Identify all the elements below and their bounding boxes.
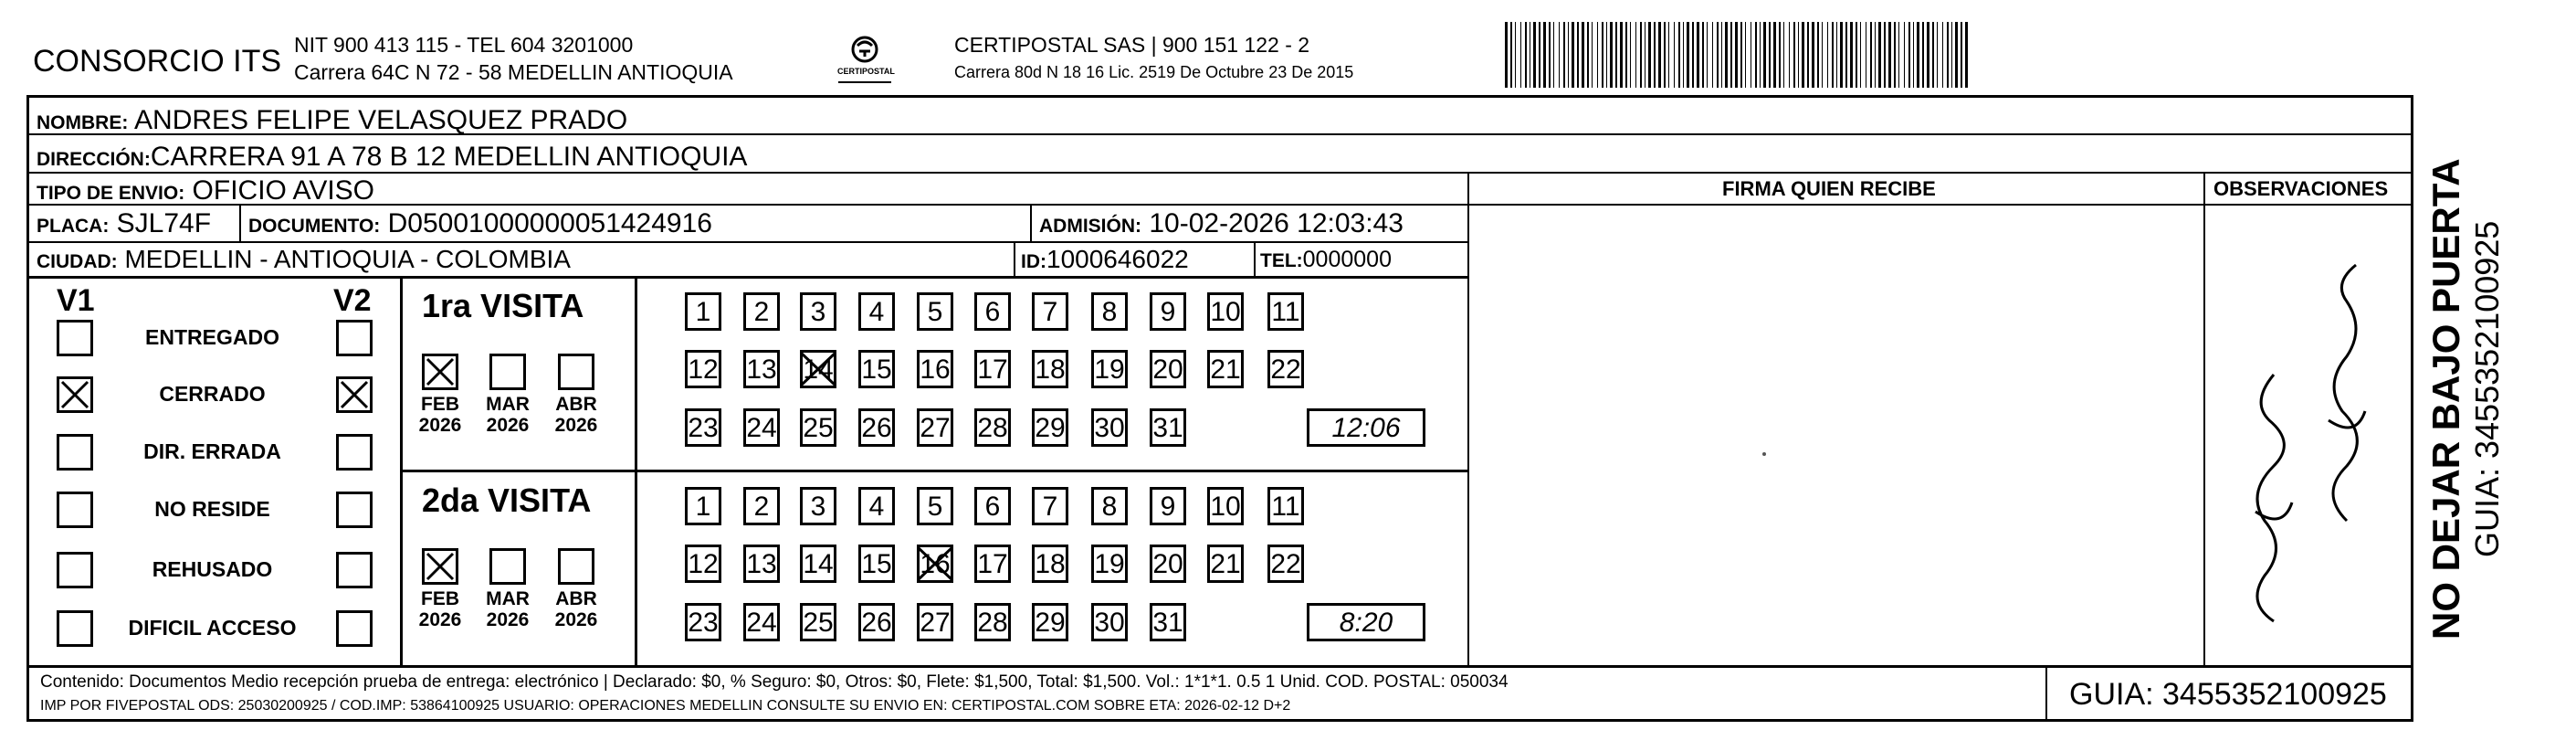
direccion-row: DIRECCIÓN:CARRERA 91 A 78 B 12 MEDELLIN ANTIOQUIA xyxy=(37,142,748,172)
direccion-value: CARRERA 91 A 78 B 12 MEDELLIN ANTIOQUIA xyxy=(150,142,748,172)
status-v2-check-mark xyxy=(338,378,371,411)
barcode-bar xyxy=(1568,22,1569,88)
ciudad-value: MEDELLIN - ANTIOQUIA - COLOMBIA xyxy=(124,245,571,273)
visit-day-box[interactable]: 26 xyxy=(858,408,895,447)
barcode-bar xyxy=(1539,22,1540,88)
side-guia: GUIA: 3455352100925 xyxy=(2468,220,2506,557)
footer-content: Contenido: Documentos Medio recepción prueba de entrega: electrónico | Declarado: $0, % Seguro: $0, Otros: $0, Flete: $1,500, Total: $1,500. Vol.: 1*1*1. 0.5 1 Unid. COD. POSTAL: 050034 xyxy=(40,672,1509,692)
visit-day-box[interactable]: 28 xyxy=(974,408,1011,447)
visit-day-box[interactable]: 13 xyxy=(743,350,780,388)
barcode-bar xyxy=(1961,22,1962,88)
visit-day-box[interactable]: 6 xyxy=(974,487,1011,525)
barcode-bar xyxy=(1965,22,1968,88)
visit-day-box[interactable]: 17 xyxy=(974,350,1011,388)
barcode-bar xyxy=(1735,22,1738,88)
barcode-bar xyxy=(1615,22,1617,88)
visit-day-box[interactable]: 22 xyxy=(1267,350,1304,388)
barcode-bar xyxy=(1836,22,1837,88)
visit-month-name: MAR xyxy=(486,394,530,415)
barcode-bar xyxy=(1549,22,1551,88)
status-v1-checkbox[interactable] xyxy=(57,552,93,588)
logo-text: CERTIPOSTAL xyxy=(837,67,895,76)
status-label-entregado: ENTREGADO xyxy=(145,325,279,349)
barcode-bar xyxy=(1668,22,1669,88)
observaciones-label: OBSERVACIONES xyxy=(2213,177,2389,200)
barcode-bar xyxy=(1525,22,1527,88)
visit-day-box[interactable]: 27 xyxy=(917,408,953,447)
barcode-bar xyxy=(1793,22,1795,88)
barcode-bar xyxy=(1913,22,1914,88)
barcode-bar xyxy=(1769,22,1771,88)
status-v2-checkbox[interactable] xyxy=(336,434,373,471)
barcode-bar xyxy=(1955,22,1958,88)
barcode-bar xyxy=(1898,22,1899,88)
status-label-cerrado: CERRADO xyxy=(159,382,266,406)
visit-title: 1ra VISITA xyxy=(422,287,584,324)
visit-day-box[interactable]: 21 xyxy=(1207,350,1244,388)
sender-nit: NIT 900 413 115 - TEL 604 3201000 xyxy=(294,33,634,57)
carrier-address: Carrera 80d N 18 16 Lic. 2519 De Octubre 23 De 2015 xyxy=(954,63,1354,81)
barcode-bar xyxy=(1908,22,1910,88)
visit-day-box[interactable]: 5 xyxy=(917,487,953,525)
barcode-bar xyxy=(1845,22,1847,88)
barcode-bar xyxy=(1630,22,1631,88)
visit-title: 2da VISITA xyxy=(422,481,592,519)
visit-day-box[interactable]: 20 xyxy=(1150,350,1186,388)
visit-day-box[interactable]: 25 xyxy=(800,408,836,447)
placa-row: PLACA: SJL74F xyxy=(37,208,212,238)
visit-day-mark xyxy=(915,545,955,583)
barcode-bar xyxy=(1648,22,1651,88)
certipostal-logo xyxy=(833,33,897,88)
barcode-bar xyxy=(1533,22,1536,88)
id-value: 1000646022 xyxy=(1046,245,1189,273)
visit-day-box[interactable]: 3 xyxy=(800,292,836,331)
barcode-bar xyxy=(1664,22,1666,88)
visit-day-box[interactable]: 8 xyxy=(1091,487,1128,525)
side-notice: NO DEJAR BAJO PUERTA xyxy=(2424,158,2467,640)
barcode-bar xyxy=(1817,22,1819,88)
documento-value: D05001000000051424916 xyxy=(387,208,712,238)
visit-day-box[interactable]: 31 xyxy=(1150,603,1186,641)
visit-day-box[interactable]: 5 xyxy=(917,292,953,331)
status-label-no-reside: NO RESIDE xyxy=(154,497,270,521)
sender-address: Carrera 64C N 72 - 58 MEDELLIN ANTIOQUIA xyxy=(294,60,733,84)
barcode-bar xyxy=(1654,22,1656,88)
barcode-bar xyxy=(1602,22,1603,88)
barcode-bar xyxy=(1640,22,1642,88)
documento-row: DOCUMENTO: D05001000000051424916 xyxy=(248,208,712,238)
visit-month-name: FEB xyxy=(421,588,459,609)
barcode-bar xyxy=(1927,22,1929,88)
barcode-bar xyxy=(1951,22,1952,88)
nombre-value: ANDRES FELIPE VELASQUEZ PRADO xyxy=(134,105,628,135)
status-v2-checkbox[interactable] xyxy=(336,610,373,647)
status-v2-checkbox[interactable] xyxy=(336,492,373,528)
visit-month-label xyxy=(413,588,468,630)
visit-month-year: 2026 xyxy=(418,609,462,631)
v2-label: V2 xyxy=(333,283,372,318)
barcode-bar xyxy=(1878,22,1881,88)
visit-day-box[interactable]: 10 xyxy=(1207,487,1244,525)
visit-day-box[interactable]: 27 xyxy=(917,603,953,641)
visit-day-box[interactable]: 14 xyxy=(800,545,836,583)
visit-time-box[interactable]: 12:06 xyxy=(1307,408,1425,447)
barcode-bar xyxy=(1725,22,1728,88)
visit-day-box[interactable]: 2 xyxy=(743,292,780,331)
visit-day-box[interactable]: 21 xyxy=(1207,545,1244,583)
tel-row: TEL:0000000 xyxy=(1260,247,1392,272)
admision-value: 10-02-2026 12:03:43 xyxy=(1149,208,1404,238)
barcode-bar xyxy=(1832,22,1834,88)
barcode-bar xyxy=(1760,22,1761,88)
barcode-bar xyxy=(1658,22,1661,88)
visit-day-box[interactable]: 31 xyxy=(1150,408,1186,447)
barcode-bar xyxy=(1610,22,1613,88)
barcode-bar xyxy=(1559,22,1560,88)
barcode-bar xyxy=(1870,22,1872,88)
barcode-bar xyxy=(1692,22,1694,88)
barcode-bar xyxy=(1582,22,1584,88)
barcode-bar xyxy=(1730,22,1732,88)
barcode-bar xyxy=(1922,22,1924,88)
visit-day-box[interactable]: 17 xyxy=(974,545,1011,583)
visit-day-box[interactable]: 6 xyxy=(974,292,1011,331)
status-v1-check-mark xyxy=(58,378,91,411)
visit-day-box[interactable]: 8 xyxy=(1091,292,1128,331)
admision-row: ADMISIÓN: 10-02-2026 12:03:43 xyxy=(1039,208,1404,238)
barcode-bar xyxy=(1942,22,1943,88)
visit-day-box[interactable]: 11 xyxy=(1267,487,1304,525)
visit-month-check-mark xyxy=(424,550,457,583)
status-v1-checkbox[interactable] xyxy=(57,320,93,356)
barcode-bar xyxy=(1840,22,1843,88)
visit-month-label xyxy=(549,588,604,630)
visit-month-checkbox[interactable] xyxy=(558,354,594,390)
status-label-dificil-acceso: DIFICIL ACCESO xyxy=(128,616,297,640)
footer-imp: IMP POR FIVEPOSTAL ODS: 25030200925 / COD.IMP: 53864100925 USUARIO: OPERACIONES MEDELLIN CONSULTE SU ENVIO EN: CERTIPOSTAL.COM SOBRE ETA: 2026-02-12 D+2 xyxy=(40,698,1291,714)
barcode-bar xyxy=(1563,22,1565,88)
barcode-bar xyxy=(1505,22,1508,88)
barcode-bar xyxy=(1687,22,1689,88)
barcode-bar xyxy=(1822,22,1823,88)
status-v2-checkbox[interactable] xyxy=(336,320,373,356)
barcode-bar xyxy=(1543,22,1546,88)
visit-day-box[interactable]: 12 xyxy=(685,350,721,388)
barcode-bar xyxy=(1783,22,1784,88)
nombre-row: NOMBRE: ANDRES FELIPE VELASQUEZ PRADO xyxy=(37,105,628,135)
visit-month-label xyxy=(549,394,604,436)
certipostal-logo-icon xyxy=(833,33,897,88)
barcode-bar xyxy=(1789,22,1790,88)
visit-day-mark xyxy=(798,350,838,388)
visit-day-box[interactable]: 29 xyxy=(1032,408,1068,447)
barcode-bar xyxy=(1798,22,1799,88)
barcode-bar xyxy=(1520,22,1521,88)
barcode-bar xyxy=(1678,22,1680,88)
sender-name: CONSORCIO ITS xyxy=(33,44,282,79)
barcode-bar xyxy=(1850,22,1853,88)
barcode-bar xyxy=(1597,22,1598,88)
barcode-bar xyxy=(1587,22,1589,88)
visit-day-box[interactable]: 1 xyxy=(685,487,721,525)
visit-day-box[interactable]: 3 xyxy=(800,487,836,525)
barcode-bar xyxy=(1577,22,1579,88)
visit-day-box[interactable]: 18 xyxy=(1032,545,1068,583)
barcode-bar xyxy=(1947,22,1949,88)
barcode-bar xyxy=(1553,22,1554,88)
barcode-bar xyxy=(1683,22,1684,88)
visit-month-year: 2026 xyxy=(486,415,530,437)
barcode-bar xyxy=(1894,22,1896,88)
visit-month-checkbox[interactable] xyxy=(489,548,526,585)
pen-dot xyxy=(1762,452,1766,456)
tipo-value: OFICIO AVISO xyxy=(192,175,375,206)
barcode-bar xyxy=(1515,22,1516,88)
id-row: ID:1000646022 xyxy=(1021,245,1189,273)
barcode-bar xyxy=(1721,22,1722,88)
barcode-bar xyxy=(1827,22,1828,88)
barcode-bar xyxy=(1888,22,1891,88)
visit-day-box[interactable]: 23 xyxy=(685,408,721,447)
firma-label: FIRMA QUIEN RECIBE xyxy=(1722,177,1936,200)
visit-time-box[interactable]: 8:20 xyxy=(1307,603,1425,641)
visit-month-checkbox[interactable] xyxy=(489,354,526,390)
visit-day-box[interactable]: 25 xyxy=(800,603,836,641)
visit-day-box[interactable]: 24 xyxy=(743,408,780,447)
visit-month-label xyxy=(413,394,468,436)
visit-day-box[interactable]: 16 xyxy=(917,350,953,388)
visit-day-box[interactable]: 20 xyxy=(1150,545,1186,583)
visit-month-year: 2026 xyxy=(554,609,598,631)
barcode-bar xyxy=(1635,22,1636,88)
visit-month-label xyxy=(480,394,535,436)
visit-day-box[interactable]: 18 xyxy=(1032,350,1068,388)
visit-day-box[interactable]: 28 xyxy=(974,603,1011,641)
visit-day-box[interactable]: 19 xyxy=(1091,350,1128,388)
visit-day-box[interactable]: 15 xyxy=(858,350,895,388)
visit-day-box[interactable]: 9 xyxy=(1150,487,1186,525)
visit-month-year: 2026 xyxy=(486,609,530,631)
handwritten-signature xyxy=(2210,238,2411,658)
barcode-bar xyxy=(1755,22,1757,88)
visit-day-box[interactable]: 19 xyxy=(1091,545,1128,583)
barcode-bar xyxy=(1856,22,1857,88)
barcode-bar xyxy=(1606,22,1607,88)
barcode-bar xyxy=(1932,22,1934,88)
status-label-rehusado: REHUSADO xyxy=(152,557,273,581)
placa-value: SJL74F xyxy=(116,208,212,238)
barcode-bar xyxy=(1773,22,1776,88)
status-label-dir-errada: DIR. ERRADA xyxy=(143,439,281,463)
barcode-bar xyxy=(1884,22,1886,88)
barcode-bar xyxy=(1625,22,1627,88)
visit-day-box[interactable]: 29 xyxy=(1032,603,1068,641)
carrier-name: CERTIPOSTAL SAS | 900 151 122 - 2 xyxy=(954,33,1310,57)
visit-day-box[interactable]: 7 xyxy=(1032,487,1068,525)
tipo-row: TIPO DE ENVIO: OFICIO AVISO xyxy=(37,175,375,206)
visit-day-box[interactable]: 14 xyxy=(800,350,836,388)
visit-day-box[interactable]: 15 xyxy=(858,545,895,583)
status-v1-checkbox[interactable] xyxy=(57,434,93,471)
barcode-bar xyxy=(1860,22,1861,88)
barcode-bar xyxy=(1763,22,1766,88)
visit-month-name: ABR xyxy=(555,394,597,415)
barcode-bar xyxy=(1620,22,1623,88)
visit-day-box[interactable]: 1 xyxy=(685,292,721,331)
visit-month-year: 2026 xyxy=(418,415,462,437)
visit-day-box[interactable]: 13 xyxy=(743,545,780,583)
status-v1-checkbox[interactable] xyxy=(57,610,93,647)
barcode-bar xyxy=(1510,22,1512,88)
visit-month-check-mark xyxy=(424,355,457,388)
visit-day-box[interactable]: 12 xyxy=(685,545,721,583)
visit-day-box[interactable]: 7 xyxy=(1032,292,1068,331)
barcode-bar xyxy=(1812,22,1814,88)
visit-day-box[interactable]: 2 xyxy=(743,487,780,525)
footer-guia: GUIA: 3455352100925 xyxy=(2069,677,2387,712)
visit-day-box[interactable]: 30 xyxy=(1091,603,1128,641)
tel-value: 0000000 xyxy=(1302,247,1392,272)
barcode-bar xyxy=(1807,22,1809,88)
visit-day-box[interactable]: 10 xyxy=(1207,292,1244,331)
visit-month-year: 2026 xyxy=(554,415,598,437)
visit-day-box[interactable]: 22 xyxy=(1267,545,1304,583)
visit-month-label xyxy=(480,588,535,630)
barcode-bar xyxy=(1740,22,1742,88)
barcode-bar xyxy=(1572,22,1574,88)
barcode xyxy=(1505,22,1971,88)
barcode-bar xyxy=(1937,22,1938,88)
barcode-bar xyxy=(1779,22,1781,88)
ciudad-row: CIUDAD: MEDELLIN - ANTIOQUIA - COLOMBIA xyxy=(37,245,571,273)
visit-month-checkbox[interactable] xyxy=(558,548,594,585)
visit-day-box[interactable]: 30 xyxy=(1091,408,1128,447)
barcode-bar xyxy=(1717,22,1719,88)
visit-day-box[interactable]: 9 xyxy=(1150,292,1186,331)
visit-day-box[interactable]: 24 xyxy=(743,603,780,641)
barcode-bar xyxy=(1745,22,1746,88)
barcode-bar xyxy=(1674,22,1675,88)
barcode-bar xyxy=(1697,22,1699,88)
visit-day-box[interactable]: 4 xyxy=(858,487,895,525)
barcode-bar xyxy=(1875,22,1876,88)
visit-month-name: ABR xyxy=(555,588,597,609)
barcode-bar xyxy=(1904,22,1905,88)
barcode-bar xyxy=(1707,22,1708,88)
barcode-bar xyxy=(1802,22,1804,88)
status-v2-checkbox[interactable] xyxy=(336,552,373,588)
visit-day-box[interactable]: 23 xyxy=(685,603,721,641)
v1-label: V1 xyxy=(57,283,95,318)
status-v1-checkbox[interactable] xyxy=(57,492,93,528)
visit-day-box[interactable]: 11 xyxy=(1267,292,1304,331)
visit-month-name: MAR xyxy=(486,588,530,609)
visit-day-box[interactable]: 4 xyxy=(858,292,895,331)
barcode-bar xyxy=(1712,22,1713,88)
barcode-bar xyxy=(1592,22,1593,88)
barcode-bar xyxy=(1702,22,1704,88)
visit-day-box[interactable]: 26 xyxy=(858,603,895,641)
visit-month-name: FEB xyxy=(421,394,459,415)
visit-day-box[interactable]: 16 xyxy=(917,545,953,583)
barcode-bar xyxy=(1917,22,1919,88)
